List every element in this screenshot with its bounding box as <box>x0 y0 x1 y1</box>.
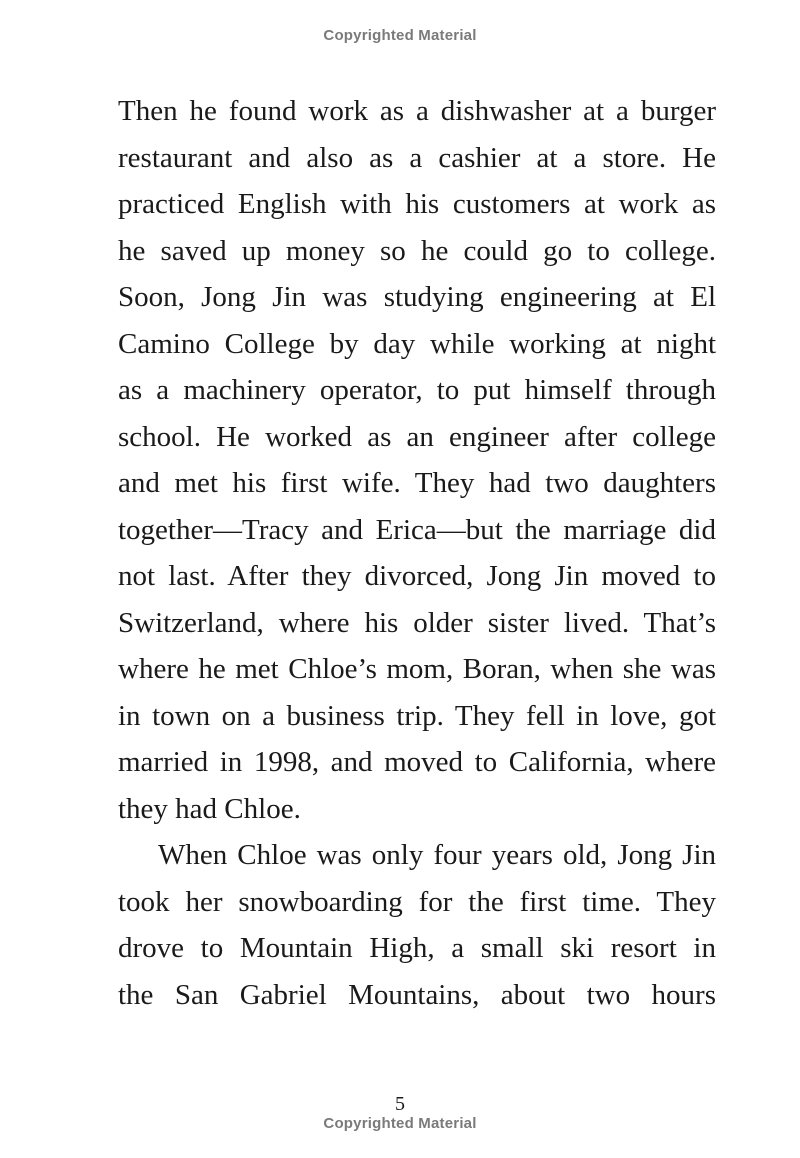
paragraph <box>118 832 716 1018</box>
copyright-watermark-top: Copyrighted Material <box>323 27 477 44</box>
text-line: the San Gabriel Mountains, about two hours <box>118 978 716 1011</box>
text-line: as a machinery operator, to put himself through <box>118 374 716 406</box>
text-line: Then he found work as a dishwasher at a burger <box>118 95 716 127</box>
text-line: drove to Mountain High, a small ski resort in <box>118 932 716 964</box>
text-line: Camino College by day while working at night <box>118 327 716 360</box>
text-line: in town on a business trip. They fell in love, got <box>118 699 716 732</box>
text-line: he saved up money so he could go to college. <box>118 234 716 267</box>
text-line: where he met Chloe’s mom, Boran, when she was <box>118 653 716 685</box>
text-line: practiced English with his customers at work as <box>118 188 716 220</box>
page-number: 5 <box>395 1093 405 1115</box>
text-line: Switzerland, where his older sister lived. That’s <box>118 606 716 639</box>
text-line: not last. After they divorced, Jong Jin moved to <box>118 560 716 592</box>
text-line: married in 1998, and moved to California, where <box>118 746 716 778</box>
text-line: together—Tracy and Erica—but the marriage did <box>118 513 716 546</box>
text-line: When Chloe was only four years old, Jong Jin <box>158 839 716 871</box>
text-line: school. He worked as an engineer after college <box>118 420 716 453</box>
text-line: they had Chloe. <box>118 792 301 825</box>
text-line: and met his first wife. They had two daughters <box>118 467 716 499</box>
page-body-text <box>118 88 716 1018</box>
text-line: restaurant and also as a cashier at a store. He <box>118 141 716 174</box>
copyright-watermark-bottom: Copyrighted Material <box>323 1115 477 1132</box>
text-line: took her snowboarding for the first time. They <box>118 885 716 918</box>
text-line: Soon, Jong Jin was studying engineering at El <box>118 281 716 313</box>
paragraph <box>118 88 716 832</box>
